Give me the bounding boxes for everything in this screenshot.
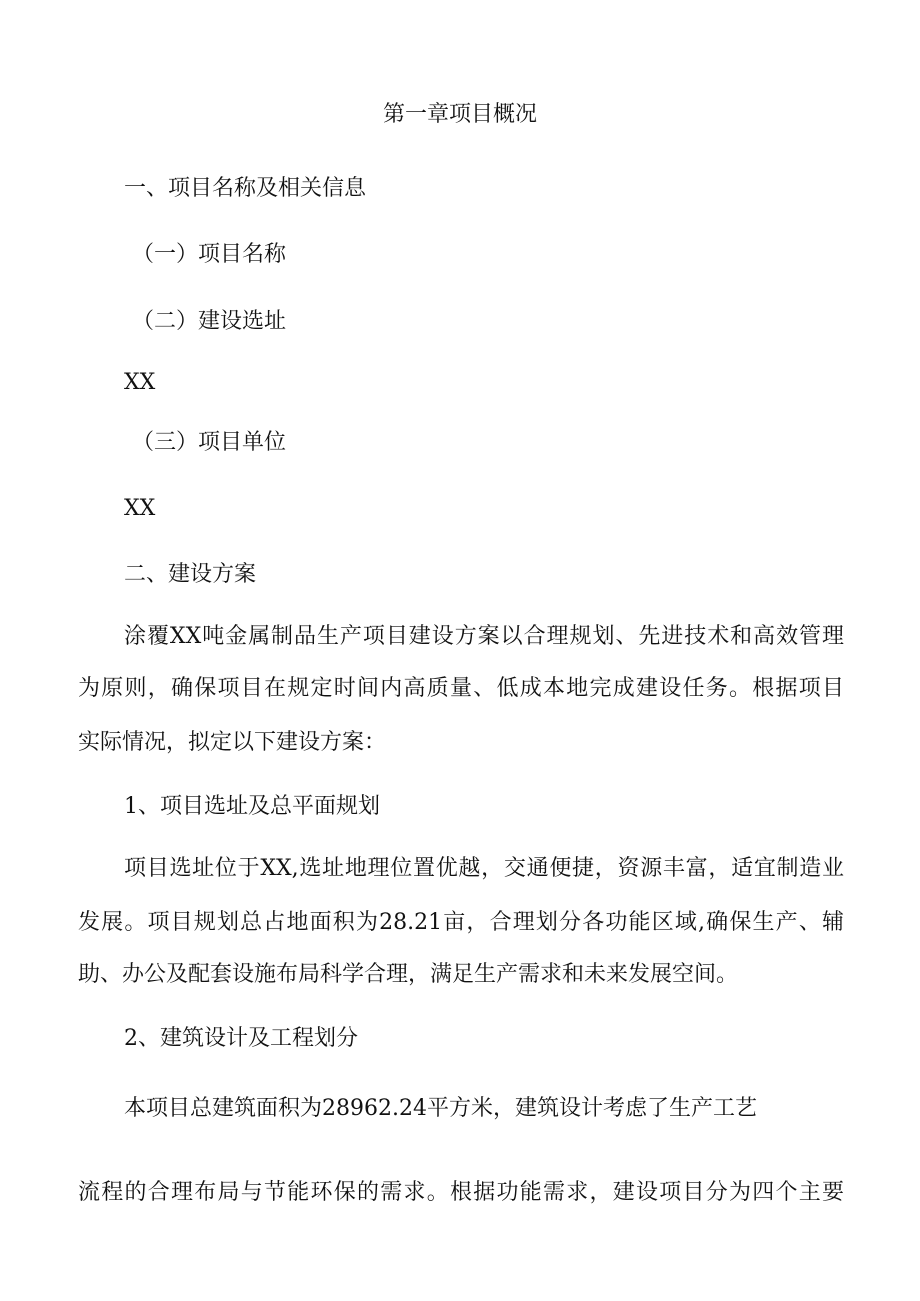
paragraph-line: 助、办公及配套设施布局科学合理，满足生产需求和未来发展空间。 xyxy=(78,962,739,987)
subsection-heading: （二）建设选址 xyxy=(132,309,287,334)
paragraph-line: 流程的合理布局与节能环保的需求。根据功能需求，建设项目分为四个主要 xyxy=(78,1180,844,1205)
subsection-heading: （一）项目名称 xyxy=(132,242,287,267)
paragraph-line: 实际情况，拟定以下建设方案： xyxy=(78,730,387,755)
paragraph-line: 本项目总建筑面积为28962.24平方米，建筑设计考虑了生产工艺 xyxy=(124,1096,757,1121)
section-heading: 二、建设方案 xyxy=(124,562,257,587)
unit-value: XX xyxy=(124,496,156,521)
subsection-heading: （三）项目单位 xyxy=(132,430,287,455)
section-heading: 一、项目名称及相关信息 xyxy=(124,176,367,201)
item-heading: 2、建筑设计及工程划分 xyxy=(124,1026,358,1051)
paragraph-line: 为原则，确保项目在规定时间内高质量、低成本地完成建设任务。根据项目 xyxy=(78,676,844,701)
paragraph-line: 涂覆XX吨金属制品生产项目建设方案以合理规划、先进技术和高效管理 xyxy=(124,624,844,649)
chapter-title: 第一章项目概况 xyxy=(382,102,537,127)
site-value: XX xyxy=(124,370,156,395)
item-heading: 1、项目选址及总平面规划 xyxy=(124,794,380,819)
paragraph-line: 发展。项目规划总占地面积为28.21亩，合理划分各功能区域,确保生产、辅 xyxy=(78,910,844,935)
paragraph-line: 项目选址位于XX,选址地理位置优越，交通便捷，资源丰富，适宜制造业 xyxy=(124,856,844,881)
